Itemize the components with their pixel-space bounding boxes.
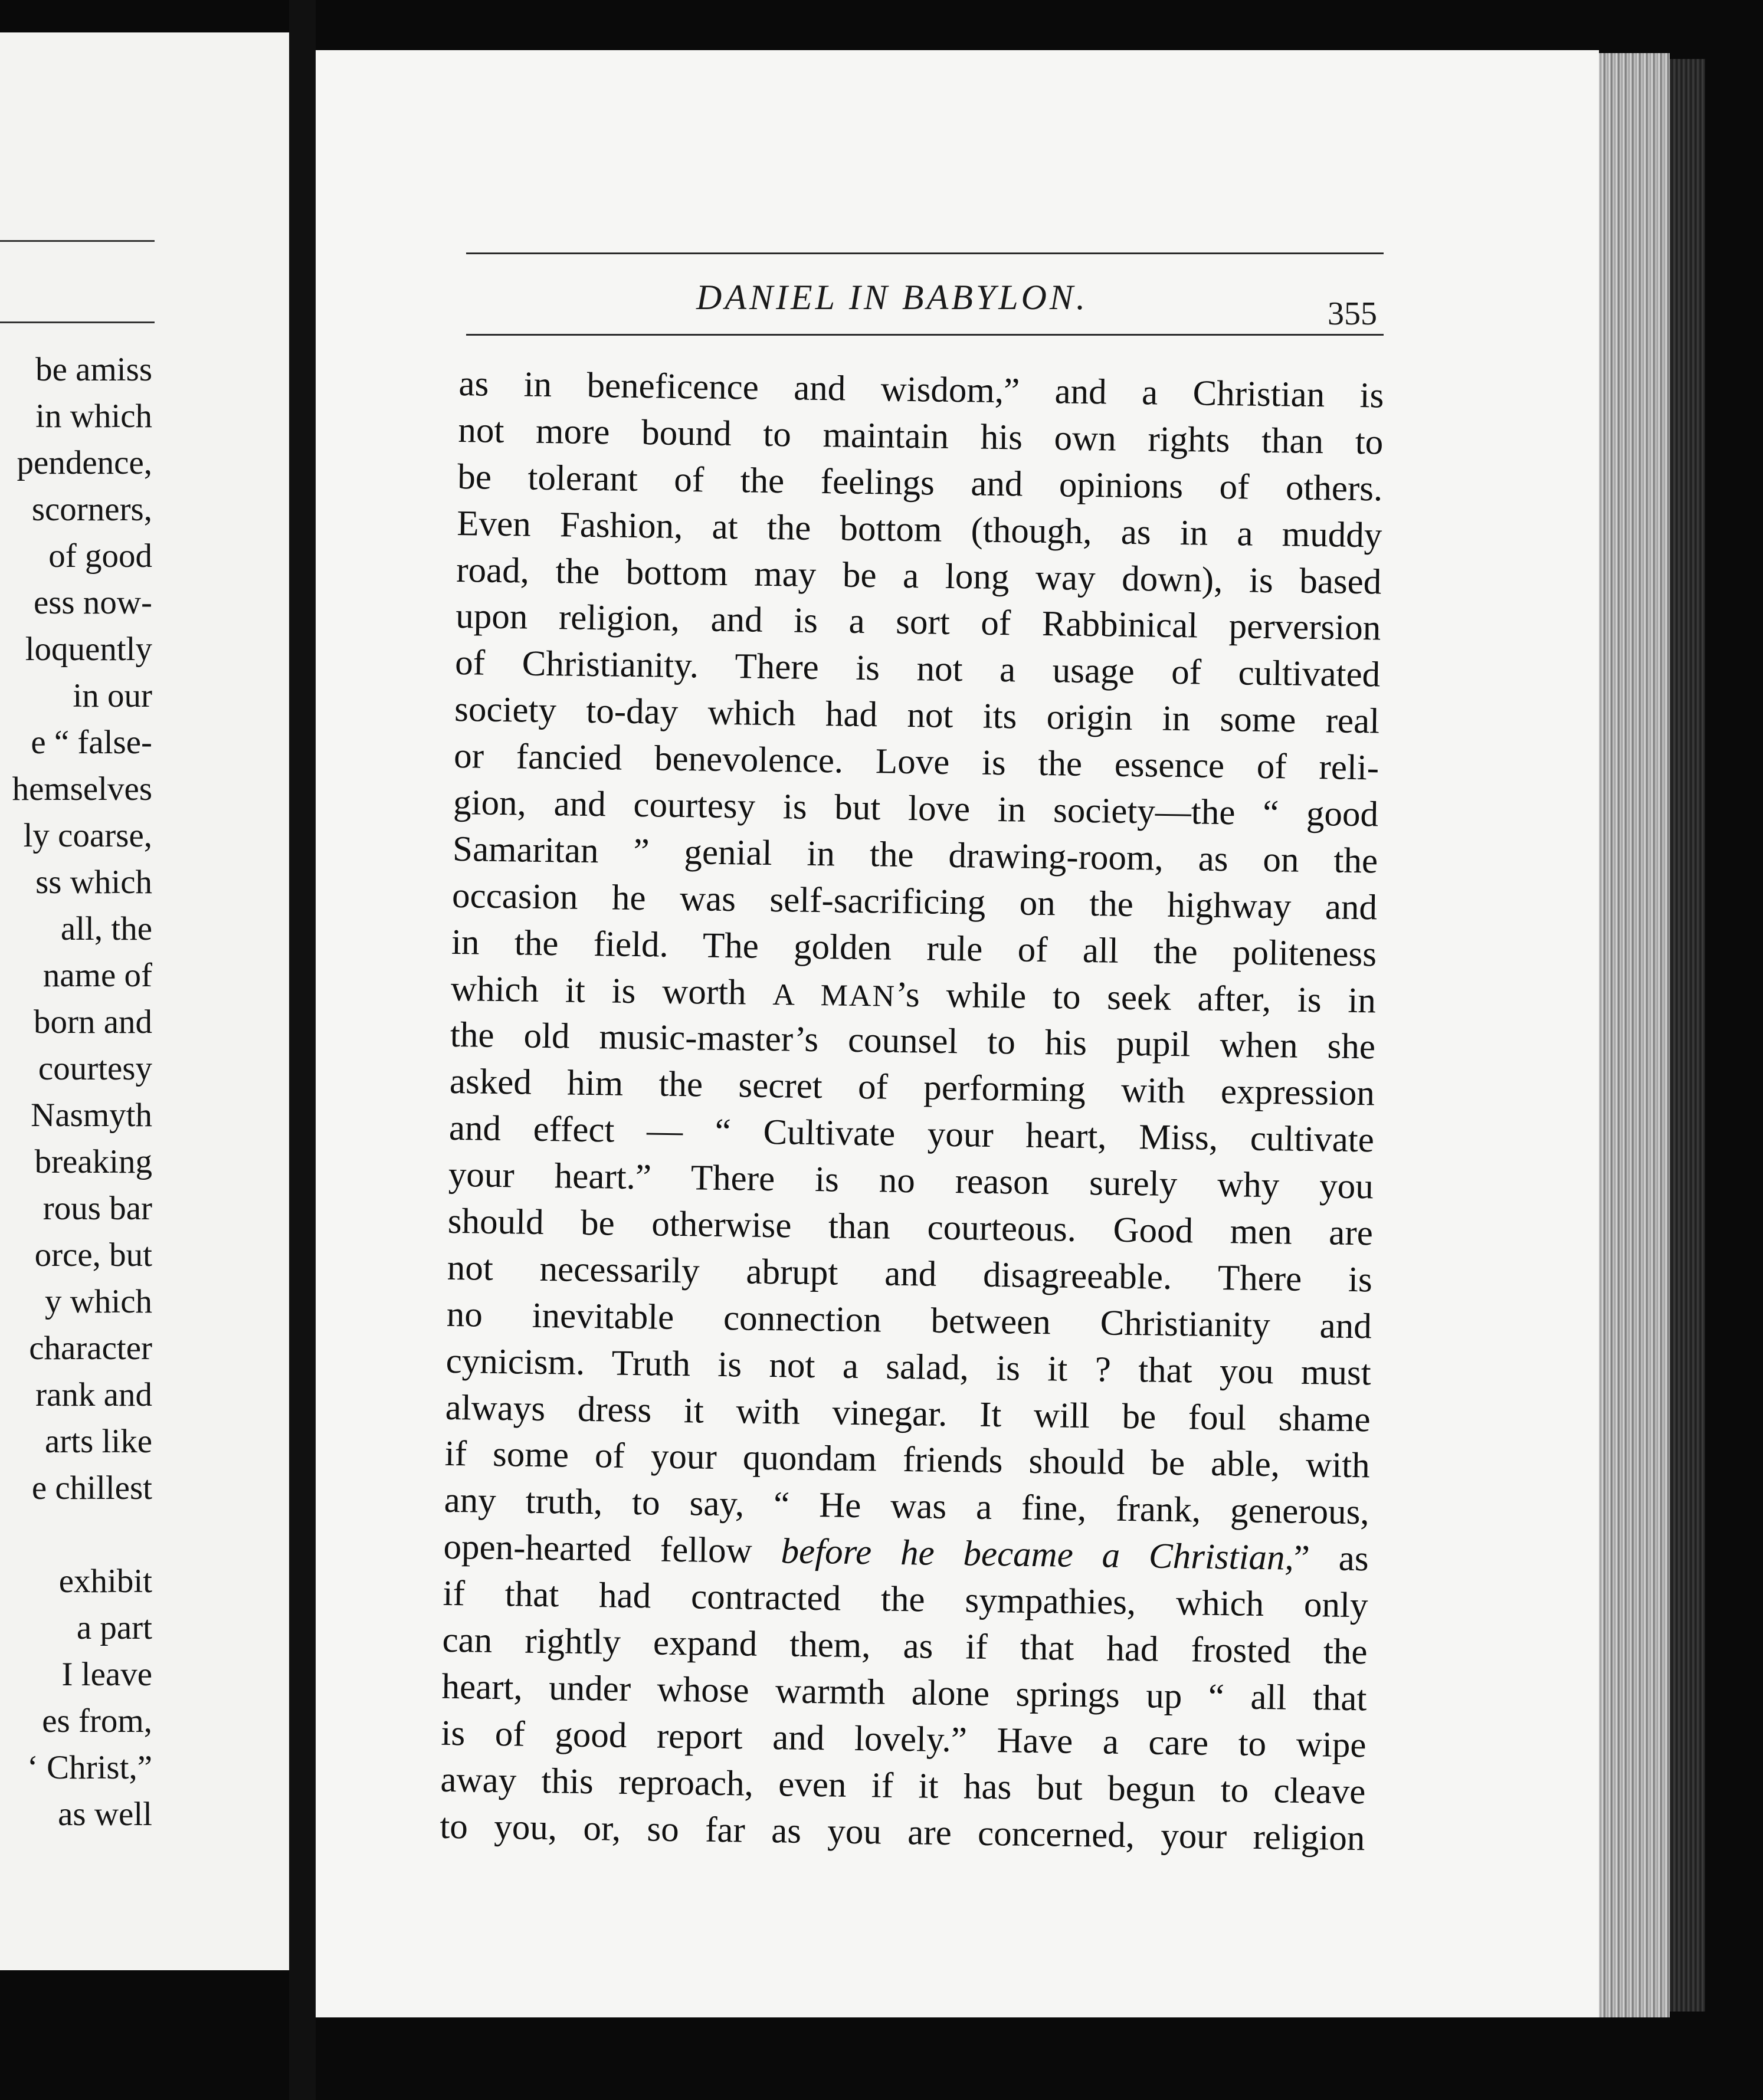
header-rule-bottom (466, 334, 1384, 336)
text-segment: ’s while to seek after, is in (895, 974, 1377, 1021)
left-text-line: exhibit (58, 1563, 152, 1600)
text-segment: open-hearted fellow (443, 1527, 753, 1571)
left-header-rule-bottom (0, 321, 155, 323)
header-rule-top (466, 252, 1384, 254)
text-line: heart, under whose warmth alone springs up “ all that (441, 1666, 1367, 1719)
running-head: DANIEL IN BABYLON. (696, 278, 1088, 317)
text-line: Samaritan ” genial in the drawing-room, as on the (452, 829, 1378, 881)
body-text (440, 361, 1384, 1862)
left-text-line: name of (42, 957, 152, 994)
text-line: and effect — “ Cultivate your heart, Miss, cultivate (448, 1108, 1375, 1160)
left-text-line: in which (35, 398, 152, 435)
left-text-line: character (29, 1330, 152, 1367)
text-line: or fancied benevolence. Love is the essence of reli- (453, 736, 1379, 788)
text-line: should be otherwise than courteous. Good men are (447, 1201, 1374, 1254)
text-line: occasion he was self-sacrificing on the highway and (451, 875, 1378, 928)
left-text-line: as well (58, 1796, 152, 1833)
text-line: can rightly expand them, as if that had frosted the (442, 1620, 1368, 1672)
text-line: be tolerant of the feelings and opinions of others. (457, 457, 1383, 509)
text-line: not necessarily abrupt and disagreeable. There is (447, 1248, 1373, 1300)
text-line: no inevitable connection between Christianity and (446, 1294, 1372, 1347)
text-line: Even Fashion, at the bottom (though, as in a muddy (456, 503, 1382, 556)
small-caps-text: A MAN (772, 977, 896, 1013)
text-line: the old music-master’s counsel to his pupil when she (450, 1015, 1376, 1067)
left-text-line: born and (33, 1003, 152, 1041)
text-line: of Christianity. There is not a usage of cultivated (454, 643, 1381, 695)
text-line: to you, or, so far as you are concerned, your religion (440, 1806, 1365, 1858)
left-text-line: a part (76, 1609, 152, 1646)
text-line: road, the bottom may be a long way down), is based (456, 550, 1382, 602)
text-line: not more bound to maintain his own rights than to (458, 410, 1384, 462)
left-paragraph-gap (12, 1511, 152, 1558)
left-text-line: ess now- (33, 584, 152, 621)
page-edges (1599, 53, 1670, 2017)
left-text-line: Nasmyth (31, 1097, 152, 1134)
book-gutter (289, 0, 316, 2100)
left-text-line: e “ false- (31, 724, 152, 761)
text-line: cynicism. Truth is not a salad, is it ? that you must (445, 1341, 1372, 1393)
left-text-line: e chillest (31, 1469, 152, 1507)
text-line: your heart.” There is no reason surely why you (448, 1155, 1374, 1207)
left-text-line: be amiss (35, 351, 152, 388)
left-text-line: ly coarse, (23, 817, 152, 854)
left-text-line: rous bar (42, 1190, 152, 1227)
text-line: away this reproach, even if it has but begun to cleave (440, 1760, 1366, 1812)
left-facing-page (0, 32, 289, 1970)
left-text-line: y which (44, 1283, 152, 1320)
left-text-line: I leave (61, 1656, 152, 1693)
left-text-line: courtesy (38, 1050, 152, 1087)
text-line: as in beneficence and wisdom,” and a Christian is (458, 363, 1384, 416)
book-edge-shadow (1670, 59, 1705, 2012)
text-line: upon religion, and is a sort of Rabbinical perversion (455, 596, 1381, 648)
left-text-line: loquently (25, 631, 152, 668)
left-text-line: pendence, (17, 444, 152, 481)
text-line: gion, and courtesy is but love in society—the “ good (453, 782, 1379, 835)
left-text-line: ss which (35, 864, 152, 901)
text-line: is of good report and lovely.” Have a care to wipe (441, 1713, 1367, 1766)
text-line: if some of your quondam friends should be able, with (444, 1434, 1371, 1486)
text-line: in the field. The golden rule of all the politeness (451, 922, 1377, 974)
text-segment: which it is worth (450, 969, 747, 1013)
left-text-line: arts like (44, 1423, 152, 1460)
text-line: if that had contracted the sympathies, which only (443, 1573, 1368, 1626)
left-text-line: all, the (60, 910, 152, 947)
text-line: always dress it with vinegar. It will be foul shame (445, 1387, 1371, 1439)
text-line: society to-day which had not its origin in some real (454, 690, 1380, 741)
left-text-line: es from, (42, 1702, 152, 1740)
page-number: 355 (1328, 296, 1377, 332)
text-segment: ” as (1293, 1538, 1369, 1579)
left-text-line: in our (73, 677, 152, 714)
italic-text: before he became a Christian, (781, 1531, 1295, 1578)
left-text-line: ‘ Christ,” (27, 1749, 152, 1786)
left-page-text (12, 346, 152, 1838)
left-header-rule-top (0, 240, 155, 242)
left-text-line: rank and (35, 1376, 152, 1413)
left-text-line: scorners, (31, 491, 152, 528)
left-text-line: orce, but (34, 1236, 152, 1274)
text-line: any truth, to say, “ He was a fine, frank, generous, (444, 1481, 1370, 1533)
left-text-line: breaking (34, 1143, 152, 1180)
left-text-line: of good (48, 537, 152, 575)
left-text-line: hemselves (12, 770, 152, 808)
text-line: asked him the secret of performing with expression (449, 1062, 1375, 1114)
